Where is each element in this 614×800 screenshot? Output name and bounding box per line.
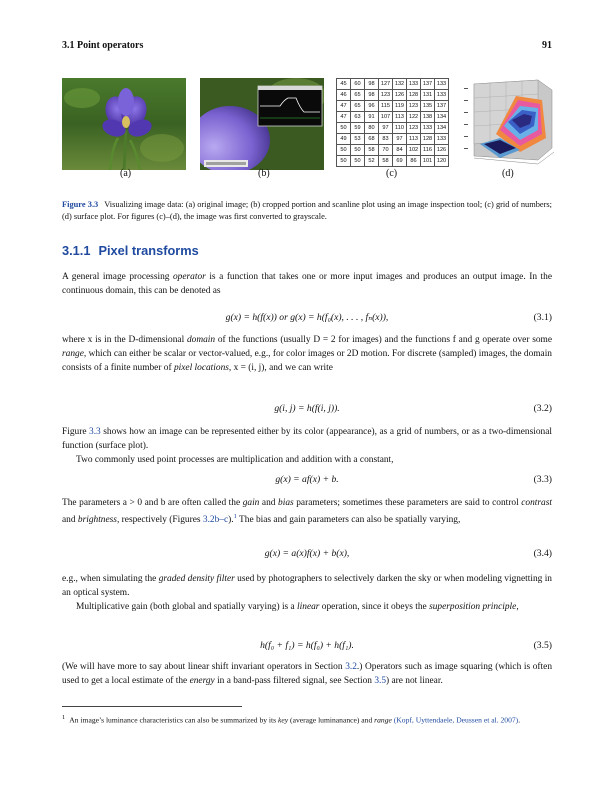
grid-cell: 60 [351,79,365,90]
figure-3-3 [62,78,552,176]
figure-panel-b-scanline-tool [200,78,324,170]
grid-cell: 86 [407,156,421,167]
paragraph-5: The parameters a > 0 and b are often called the gain and bias parameters; sometimes these parameters are said to control contrast and brightness, respectively (Figures 3.2b–c).$^1$ The bias and gain parameters can also be spatially varying, [62,498,552,526]
grid-cell: 70 [379,145,393,156]
grid-cell: 132 [393,79,407,90]
grid-cell: 50 [351,156,365,167]
grid-row [337,90,449,101]
equation-3-5-formula: h(f₀ + f₁) = h(f₀) + h(f₁). [260,640,354,651]
footnote-ref-1[interactable]: 1 [233,513,237,520]
grid-cell: 133 [435,90,449,101]
sublabel-a: (a) [120,168,132,179]
section-link-3-5[interactable]: 3.5 [374,676,387,686]
grid-row [337,134,449,145]
grid-cell: 138 [421,112,435,123]
figure-link-3-2[interactable]: 3.2b–c [202,515,229,526]
section-number: 3.1.1 [62,243,91,258]
grid-row [337,112,449,123]
equation-3-4 [62,548,552,564]
paragraph-1: A general image processing operator is a function that takes one or more input images and produces an output image. In the continuous domain, this can be denoted as [62,272,552,296]
grid-cell: 52 [365,156,379,167]
equation-3-5-number: (3.5) [533,640,552,651]
grid-cell: 69 [393,156,407,167]
grid-cell: 107 [379,112,393,123]
page-number: 91 [542,40,552,51]
grid-cell: 128 [407,90,421,101]
paragraph-3: Figure 3.3 shows how an image can be represented either by its color (appearance), as a grid of numbers, or as a two-dimensional function (surface plot). [62,427,552,451]
grid-cell: 135 [421,101,435,112]
grid-cell: 134 [435,112,449,123]
figure-sublabels [62,168,552,180]
grid-cell: 47 [337,112,351,123]
equation-3-1 [62,312,552,328]
caption-label: Figure 3.3 [62,200,99,209]
surface-plot [460,78,560,174]
grid-cell: 113 [407,134,421,145]
grid-cell: 58 [379,156,393,167]
grid-cell: 63 [351,112,365,123]
grid-cell: 115 [379,101,393,112]
equation-3-2 [62,403,552,419]
grid-cell: 50 [351,145,365,156]
grid-cell: 50 [337,123,351,134]
footnote-mark: 1 [62,714,66,721]
grid-cell: 59 [351,123,365,134]
equation-3-2-formula: g(i, j) = h(f(i, j)). [274,403,340,414]
section-link-3-2[interactable]: 3.2 [345,662,357,672]
grid-cell: 110 [393,123,407,134]
grid-cell: 47 [337,101,351,112]
grid-cell: 91 [365,112,379,123]
paragraph-7: Multiplicative gain (both global and spatially varying) is a linear operation, since it obeys the superposition principle, [76,602,519,612]
equation-3-1-formula: g(x) = h(f(x)) or g(x) = h(f₀(x), . . . , fₙ(x)), [225,312,389,323]
grid-cell: 123 [379,90,393,101]
grid-cell: 50 [337,145,351,156]
equation-3-3-formula: g(x) = af(x) + b. [275,474,339,485]
grid-cell: 101 [421,156,435,167]
equation-3-4-formula: g(x) = a(x)f(x) + b(x), [264,548,350,559]
grid-cell: 97 [393,134,407,145]
running-header [62,40,552,54]
grid-cell: 98 [365,90,379,101]
grid-cell: 120 [435,156,449,167]
grid-cell: 123 [407,123,421,134]
caption-text: Visualizing image data: (a) original image; (b) cropped portion and scanline plot using an image inspection tool; (c) grid of numbers; (d) surface plot. For figures (c)–(d), the image was first converted to grayscale. [62,200,552,221]
grid-cell: 53 [351,134,365,145]
running-header-title: 3.1 Point operators [62,40,144,51]
grid-cell: 116 [421,145,435,156]
grid-cell: 137 [435,101,449,112]
grid-cell: 50 [337,156,351,167]
grid-cell: 84 [393,145,407,156]
grid-cell: 45 [337,79,351,90]
equation-3-3-number: (3.3) [533,474,552,485]
grid-cell: 128 [421,134,435,145]
grid-cell: 137 [421,79,435,90]
grid-row [337,123,449,134]
grid-cell: 49 [337,134,351,145]
figure-caption [62,199,552,223]
figure-panel-c-number-grid [336,78,452,170]
grid-cell: 127 [379,79,393,90]
figure-panel-d-surface-plot [460,78,560,174]
grid-cell: 126 [393,90,407,101]
grid-cell: 58 [365,145,379,156]
grid-cell: 119 [393,101,407,112]
footnote-rule [62,706,242,707]
grid-cell: 131 [421,90,435,101]
pixel-value-grid [336,78,449,167]
grid-cell: 134 [435,123,449,134]
grid-cell: 97 [379,123,393,134]
grid-cell: 83 [379,134,393,145]
grid-cell: 126 [435,145,449,156]
grid-row [337,156,449,167]
sublabel-b: (b) [258,168,270,179]
equation-3-3 [62,474,552,490]
grid-cell: 68 [365,134,379,145]
grid-cell: 133 [421,123,435,134]
section-title: Pixel transforms [98,243,199,258]
grid-row [337,145,449,156]
footnote-1: 1 An image’s luminance characteristics can also be summarized by its key (average luminanance) and range (Kopf, Uyttendaele, Deussen et al. 2007). [62,714,521,725]
grid-cell: 133 [407,79,421,90]
paragraph-4: Two commonly used point processes are multiplication and addition with a constant, [76,455,394,465]
grid-cell: 96 [365,101,379,112]
paragraph-2: where x is in the D-dimensional domain of the functions (usually D = 2 for images) and the functions f and g operate over some range, which can either be scalar or vector-valued, e.g., for color images or 2D motion. For discrete (sampled) images, the domain consists of a finite number of pixel locations, x = (i, j), and we can write [62,335,553,373]
sublabel-d: (d) [502,168,514,179]
iris-photo [62,78,186,170]
grid-cell: 133 [435,134,449,145]
equation-3-4-number: (3.4) [533,548,552,559]
scanline-tool-screenshot [200,78,324,170]
grid-row [337,101,449,112]
grid-cell: 133 [435,79,449,90]
grid-cell: 80 [365,123,379,134]
figure-link-3-3[interactable]: 3.3 [89,427,101,437]
grid-cell: 65 [351,90,365,101]
grid-cell: 98 [365,79,379,90]
equation-3-5 [62,640,552,656]
figure-panel-a-original-image [62,78,186,170]
paragraph-6: e.g., when simulating the graded density filter used by photographers to selectively darken the sky or when modeling vignetting in an optical system. [62,574,552,598]
grid-cell: 102 [407,145,421,156]
grid-cell: 113 [393,112,407,123]
section-heading [62,243,199,258]
equation-3-2-number: (3.2) [533,403,552,414]
paragraph-8: (We will have more to say about linear shift invariant operators in Section 3.2.) Operators such as image squaring (which is often used to get a local estimate of the energy in a band-pass filtered signal, see Section 3.5) are not linear. [62,662,553,686]
grid-cell: 46 [337,90,351,101]
grid-row [337,79,449,90]
grid-cell: 122 [407,112,421,123]
grid-cell: 65 [351,101,365,112]
sublabel-c: (c) [386,168,398,179]
equation-3-1-number: (3.1) [533,312,552,323]
grid-cell: 123 [407,101,421,112]
citation-link-kopf-2007[interactable]: (Kopf, Uyttendaele, Deussen et al. 2007) [393,715,519,725]
